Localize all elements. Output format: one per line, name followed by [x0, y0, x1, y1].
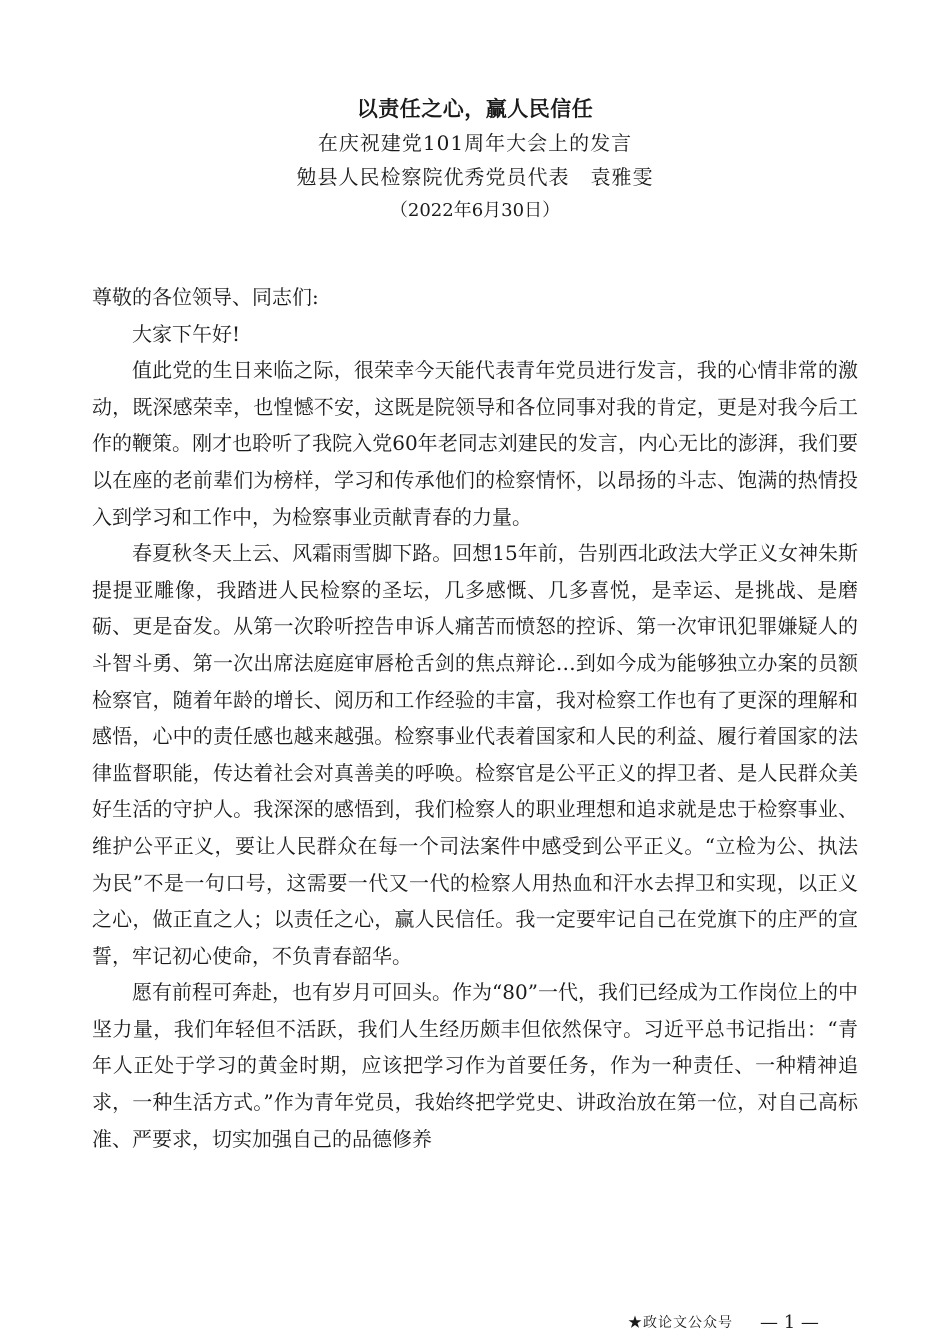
paragraph-3: 愿有前程可奔赴，也有岁月可回头。作为“80”一代，我们已经成为工作岗位上的中坚力量，我们年轻但不活跃，我们人生经历颇丰但依然保守。习近平总书记指出：“青年人正处于学习的黄金时期，应该把学习作为首要任务，作为一种责任、一种精神追求，一种生活方式。”作为青年党员，我始终把学党史、讲政治放在第一位，对自己高标准、严要求，切实加强自己的品德修养	[92, 980, 858, 1151]
paragraph-greeting: 大家下午好!	[132, 321, 241, 346]
page-footer	[0, 1311, 950, 1335]
document-subtitle: 在庆祝建党101周年大会上的发言	[317, 131, 633, 155]
document-body	[92, 279, 858, 1157]
speech-date: （2022年6月30日）	[389, 200, 561, 221]
document-title: 以责任之心，赢人民信任	[356, 96, 594, 121]
document-header	[0, 92, 950, 228]
paragraph-2: 春夏秋冬天上云、风霜雨雪脚下路。回想15年前，告别西北政法大学正义女神朱斯提提亚雕像，我踏进人民检察的圣坛，几多感慨、几多喜悦，是幸运、是挑战、是磨砺、更是奋发。从第一次聆听控告申诉人痛苦而愤怒的控诉、第一次审讯犯罪嫌疑人的斗智斗勇、第一次出席法庭庭审唇枪舌剑的焦点辩论…到如今成为能够独立办案的员额检察官，随着年龄的增长、阅历和工作经验的丰富，我对检察工作也有了更深的理解和感悟，心中的责任感也越来越强。检察事业代表着国家和人民的利益、履行着国家的法律监督职能，传达着社会对真善美的呼唤。检察官是公平正义的捍卫者、是人民群众美好生活的守护人。我深深的感悟到，我们检察人的职业理想和追求就是忠于检察事业、维护公平正义，要让人民群众在每一个司法案件中感受到公平正义。“立检为公、执法为民”不是一句口号，这需要一代又一代的检察人用热血和汗水去捍卫和实现，以正义之心，做正直之人；以责任之心，赢人民信任。我一定要牢记自己在党旗下的庄严的宣誓，牢记初心使命，不负青春韶华。	[92, 541, 858, 968]
salutation: 尊敬的各位领导、同志们:	[92, 285, 319, 309]
page-number: — 1 —	[760, 1312, 819, 1333]
paragraph-1: 值此党的生日来临之际，很荣幸今天能代表青年党员进行发言，我的心情非常的激动，既深感荣幸，也惶憾不安，这既是院领导和各位同事对我的肯定，更是对我今后工作的鞭策。刚才也聆听了我院入党60年老同志刘建民的发言，内心无比的澎湃，我们要以在座的老前辈们为榜样，学习和传承他们的检察情怀，以昂扬的斗志、饱满的热情投入到学习和工作中，为检察事业贡献青春的力量。	[92, 358, 858, 529]
footer-brand: ★政论文公众号	[628, 1315, 733, 1331]
speaker-line: 勉县人民检察院优秀党员代表 袁雅雯	[296, 165, 654, 189]
